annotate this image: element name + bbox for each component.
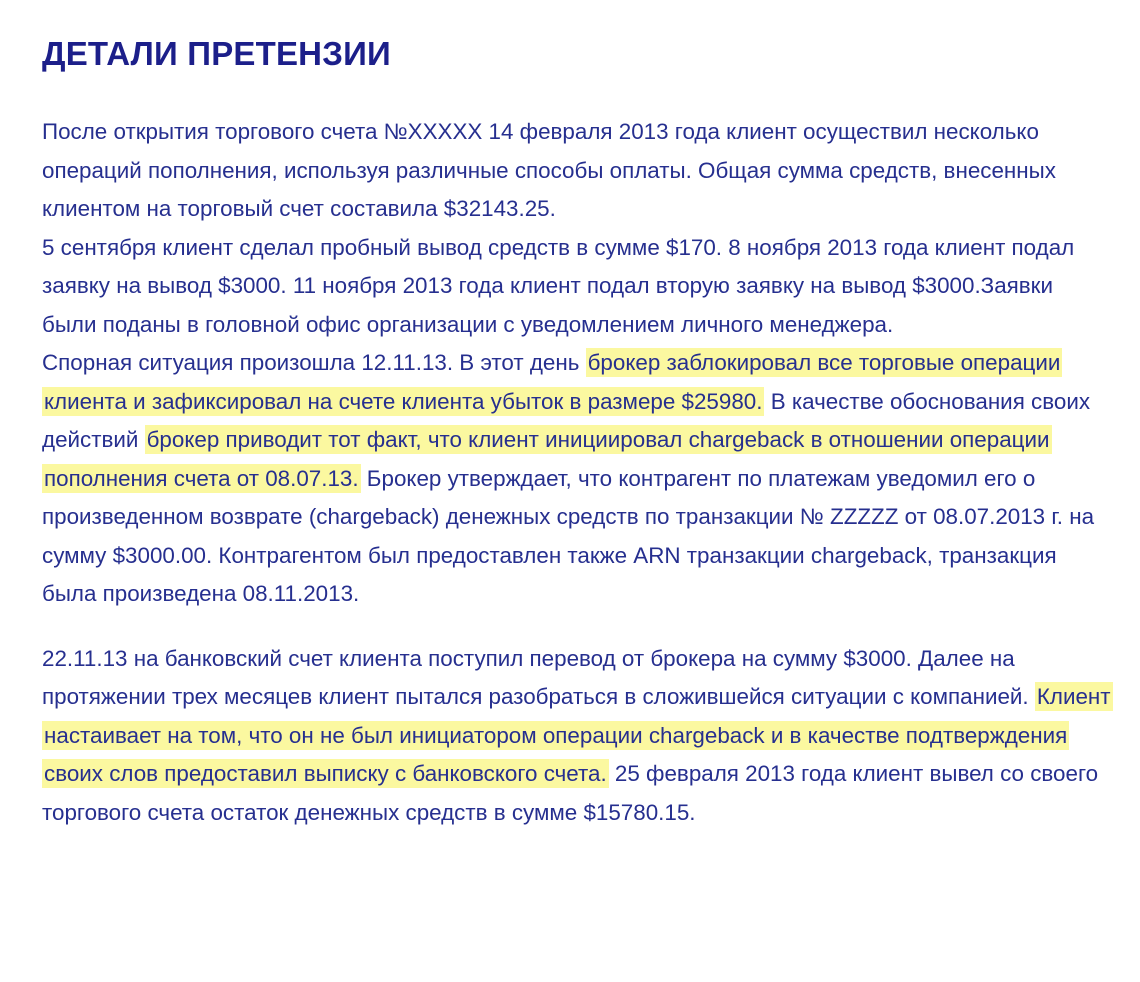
highlight-client-position: Клиент настаивает на том, что он не был инициатором операции chargeback и в качестве подтверждения своих слов предоставил выписку с банковского счета.	[44, 684, 1111, 786]
text-segment: 25 февраля 2013 года клиент вывел со своего торгового счета остаток денежных средств в сумме $15780.15.	[42, 761, 1099, 825]
highlight-block-account: брокер заблокировал все торговые операции клиента и зафиксировал на счете клиента убыток в размере $25980.	[44, 350, 1061, 414]
text-segment: Брокер утверждает, что контрагент по платежам уведомил его о произведенном возврате (chargeback) денежных средств по транзакции № ZZZZZ от 08.07.2013 г. на сумму $3000.00. Контрагентом был предоставлен также ARN транзакции chargeback, транзакция была произведена 08.11.2013.	[42, 465, 1095, 606]
paragraph-resolution	[42, 640, 1112, 833]
paragraph-deposits: После открытия торгового счета №XXXXX 14 февраля 2013 года клиент осуществил несколько операций пополнения, используя различные способы оплаты. Общая сумма средств, внесенных клиентом на торговый счет составила $32143.25.	[42, 119, 1056, 221]
page-title: ДЕТАЛИ ПРЕТЕНЗИИ	[42, 35, 391, 72]
text-segment: 22.11.13 на банковский счет клиента поступил перевод от брокера на сумму $3000. Далее на протяжении трех месяцев клиент пытался разобраться в сложившейся ситуации с компанией.	[42, 645, 1035, 709]
highlight-chargeback-claim: брокер приводит тот факт, что клиент инициировал chargeback в отношении операции пополнения счета от 08.07.13.	[44, 427, 1050, 491]
paragraph-spacer	[42, 614, 1112, 640]
document	[42, 34, 1112, 832]
text-segment: Спорная ситуация произошла 12.11.13. В этот день	[42, 350, 586, 375]
text-segment: В качестве обоснования своих действий	[42, 388, 1091, 452]
paragraph-dispute	[42, 344, 1112, 614]
paragraph-withdrawals: 5 сентября клиент сделал пробный вывод средств в сумме $170. 8 ноября 2013 года клиент подал заявку на вывод $3000. 11 ноября 2013 года клиент подал вторую заявку на вывод $3000.Заявки были поданы в головной офис организации с уведомлением личного менеджера.	[42, 234, 1075, 337]
